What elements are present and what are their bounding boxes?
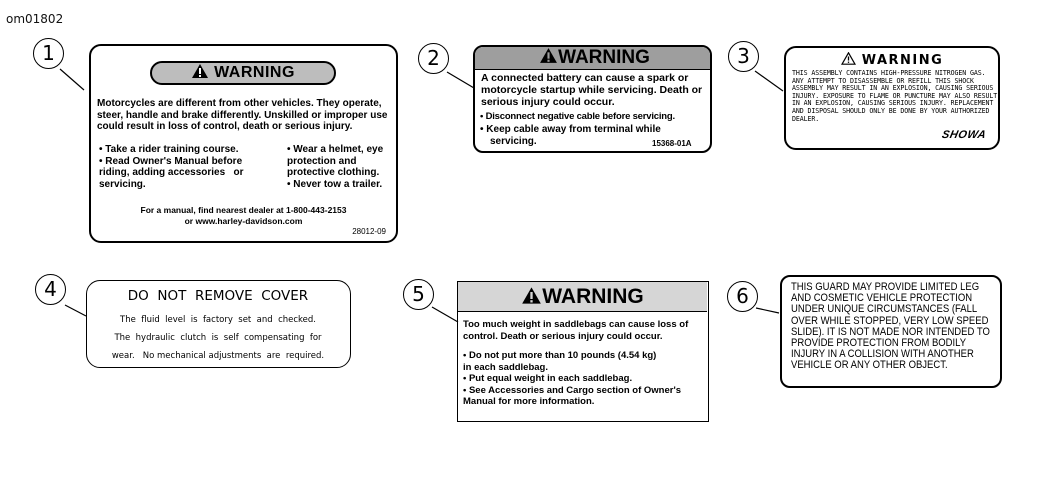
label-2-item-2: • Keep cable away from terminal while (480, 124, 661, 135)
leader-line-6 (756, 308, 779, 313)
label-2-item-2b: servicing. (490, 136, 537, 147)
label-2-main: A connected battery can cause a spark or motorcycle startup while servicing. Death or serious injury could occur. (481, 72, 703, 108)
callout-1: 1 (33, 38, 64, 69)
label-1-footer-line-1: For a manual, find nearest dealer at 1-800-443-2153 (140, 205, 347, 215)
label-3-body: THIS ASSEMBLY CONTAINS HIGH-PRESSURE NITROGEN GAS. ANY ATTEMPT TO DISASSEMBLE OR REFILL THIS SHOCK ASSEMBLY MAY RESULT IN AN EXPLOSION, CAUSING SERIOUS INJURY. EXPOSURE TO FLAME OR PUNCTURE MAY ALSO RESULT IN AN EXPLOSION, CAUSING SERIOUS INJURY. REPLACEMENT AND DISPOSAL SHOULD ONLY BE DONE BY YOUR AUTHORIZED DEALER. (792, 69, 998, 123)
leader-line-2 (447, 72, 474, 88)
label-5-intro: Too much weight in saddlebags can cause loss of control. Death or serious injury could occur. (463, 319, 689, 342)
callout-3: 3 (728, 41, 759, 72)
callout-4: 4 (35, 274, 66, 305)
label-4-title: DO NOT REMOVE COVER (127, 288, 309, 304)
label-3-header-text: WARNING (861, 53, 944, 68)
label-1-right-item: • Wear a helmet, eye protection and protective clothing. (287, 144, 389, 178)
label-1-header-text: WARNING (214, 64, 295, 81)
callout-5: 5 (403, 279, 434, 310)
callout-2: 2 (418, 43, 449, 74)
label-4-line-3: wear. No mechanical adjustments are required. (111, 351, 325, 361)
label-5-item: • Put equal weight in each saddlebag. (463, 373, 633, 384)
label-6-text: THIS GUARD MAY PROVIDE LIMITED LEG AND COSMETIC VEHICLE PROTECTION UNDER UNIQUE CIRCUMSTANCES (FALL OVER WHILE STOPPED, VERY LOW SPEED SLIDE). IT IS NOT MADE NOR INTENDED TO PROVIDE PROTECTION FROM BODILY INJURY IN A COLLISION WITH ANOTHER VEHICLE OR ANY OTHER OBJECT. (791, 281, 990, 372)
leader-line-3 (755, 71, 783, 91)
label-1-footer-line-2: or www.harley-davidson.com (184, 216, 303, 226)
label-1-intro: Motorcycles are different from other vehicles. They operate, steer, handle and brake differently. Unskilled or improper use could result in loss of control, death or serious injury. (97, 98, 388, 132)
showa-logo: SHOWA (940, 129, 988, 141)
figure-id: om01802 (6, 12, 64, 26)
label-5-item: • See Accessories and Cargo section of Owner's Manual for more information. (463, 384, 687, 407)
label-1-left-item: • Take a rider training course. (99, 144, 239, 155)
leader-line-5 (432, 307, 458, 322)
leader-line-4 (65, 305, 86, 316)
label-2-header-text: WARNING (558, 47, 650, 68)
label-1-right-item: • Never tow a trailer. (287, 178, 383, 190)
label-4-line-1: The fluid level is factory set and checked. (120, 315, 316, 325)
label-5-header-text: WARNING (542, 285, 644, 308)
label-1-left-item: • Read Owner's Manual before riding, adding accessories or servicing. (99, 155, 248, 190)
label-2-code: 15368-01A (652, 139, 692, 148)
label-4-line-2: The hydraulic clutch is self compensating for (114, 333, 322, 343)
label-1-code: 28012-09 (352, 227, 386, 236)
label-5-item: • Do not put more than 10 pounds (4.54 kg) in each saddlebag. (463, 350, 662, 373)
leader-line-1 (60, 69, 84, 90)
callout-6: 6 (727, 281, 758, 312)
label-2-item-1: • Disconnect negative cable before servicing. (480, 111, 675, 122)
